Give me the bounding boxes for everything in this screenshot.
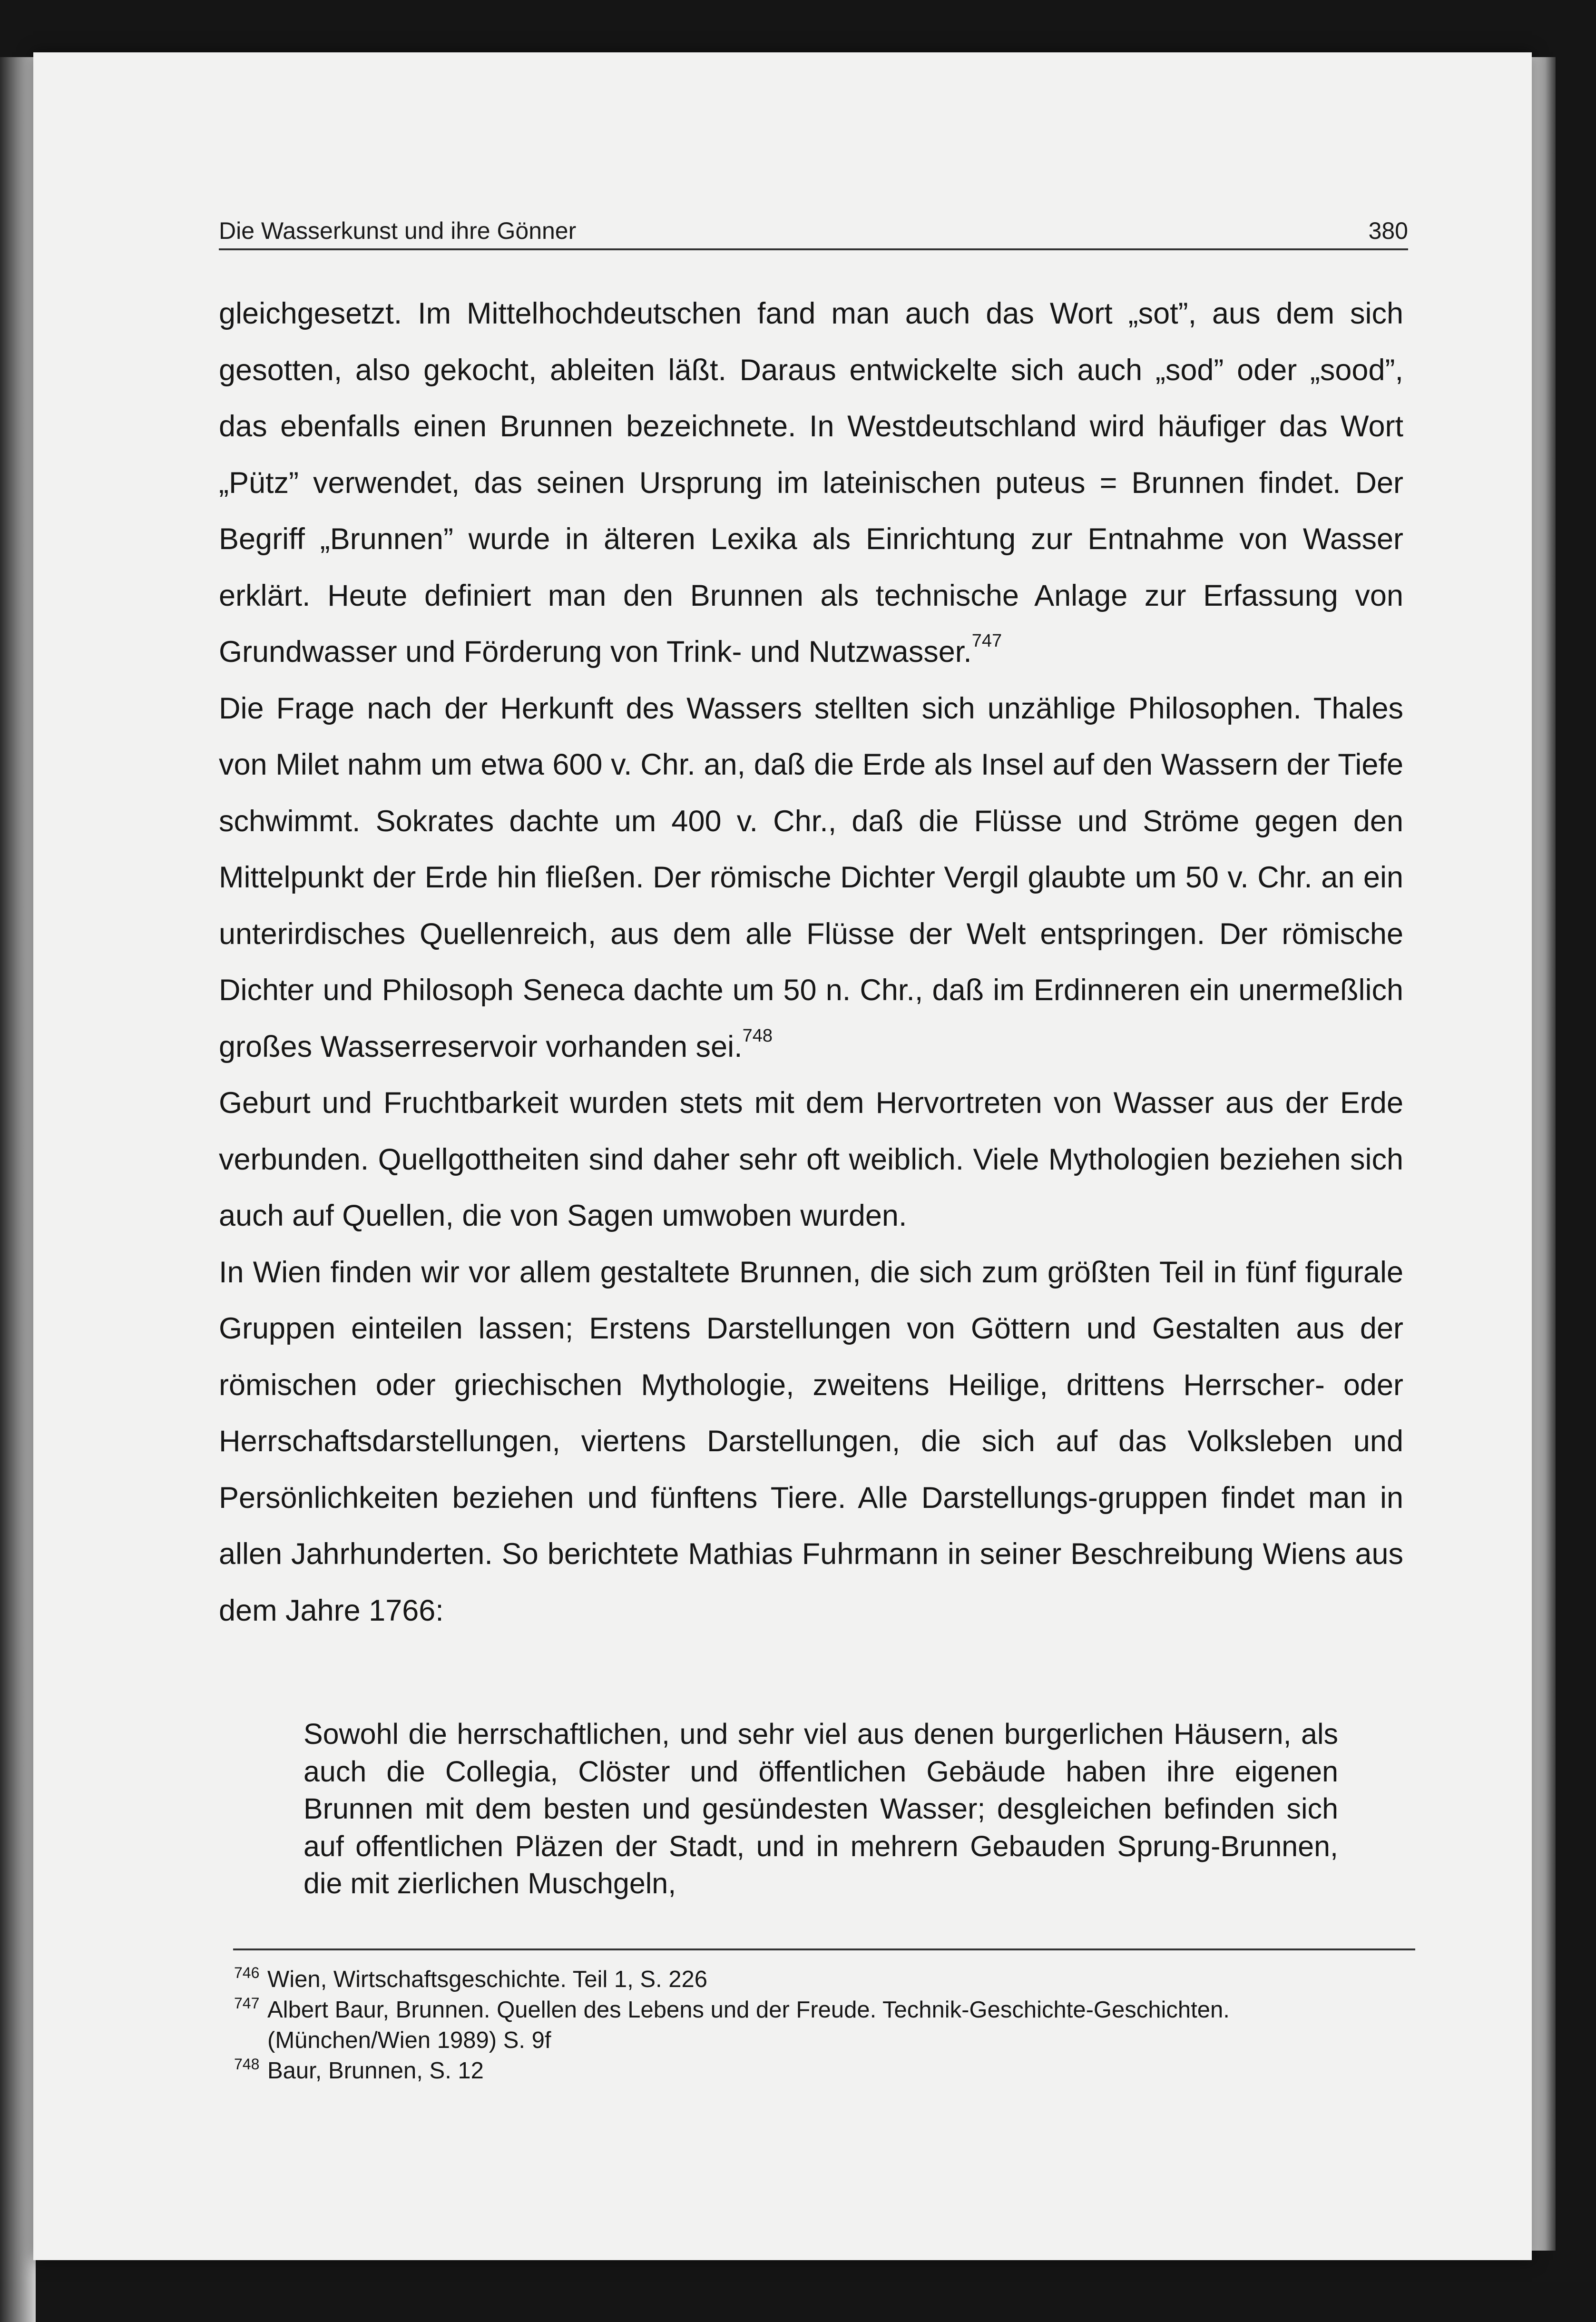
footnotes — [234, 1964, 1414, 2086]
page-stack-edge — [1529, 57, 1556, 2251]
paragraph-text: gleichgesetzt. Im Mittelhochdeutschen fand man auch das Wort „sot”, aus dem sich gesotten, also gekocht, ableiten läßt. Daraus entwickelte sich auch „sod” oder „sood”, das ebenfalls einen Brunnen bezeichnete. In Westdeutschland wird häufiger das Wort „Pütz” verwendet, das seinen Ursprung im lateinischen puteus = Brunnen findet. Der Begriff „Brunnen” wurde in älteren Lexika als Einrichtung zur Entnahme von Wasser erklärt. Heute definiert man den Brunnen als technische Anlage zur Erfassung von Grundwasser und Förderung von Trink- und Nutzwasser. — [219, 297, 1403, 669]
footnote-divider — [233, 1948, 1415, 1950]
footnote-line: Baur, Brunnen, S. 12 — [267, 2058, 484, 2084]
footnote-text — [267, 1995, 1414, 2056]
footnote — [234, 1995, 1414, 2056]
footnote-number: 747 — [234, 1995, 260, 2012]
footnote-line: Wien, Wirtschaftsgeschichte. Teil 1, S. 226 — [267, 1967, 708, 1992]
header-title: Die Wasserkunst und ihre Gönner — [219, 217, 577, 244]
block-quote — [304, 1715, 1338, 1902]
footnote-reference: 747 — [971, 631, 1002, 651]
footnote-reference: 748 — [742, 1025, 773, 1046]
footnote-line: Albert Baur, Brunnen. Quellen des Lebens und der Freude. Technik-Geschichte-Geschichten. — [267, 1997, 1230, 2023]
footnote-line: (München/Wien 1989) S. 9f — [267, 2027, 551, 2053]
paragraph — [219, 680, 1403, 1075]
paragraph — [219, 1075, 1403, 1244]
footnote-text — [267, 1964, 1414, 1995]
footnote-number: 748 — [234, 2056, 260, 2073]
footnote-number: 746 — [234, 1964, 260, 1981]
paragraph — [219, 285, 1403, 680]
body-text — [219, 285, 1403, 1639]
paragraph-text: In Wien finden wir vor allem gestaltete Brunnen, die sich zum größten Teil in fünf figurale Gruppen einteilen lassen; Erstens Darstellungen von Göttern und Gestalten aus der römischen oder griechischen Mythologie, zweitens Heilige, drittens Herrscher- oder Herrschaftsdarstellungen, viertens Darstellungen, die sich auf das Volksleben und Persönlichkeiten beziehen und fünftens Tiere. Alle Darstellungs-gruppen findet man in allen Jahrhunderten. So berichtete Mathias Fuhrmann in seiner Beschreibung Wiens aus dem Jahre 1766: — [219, 1255, 1403, 1627]
footnote — [234, 2056, 1414, 2086]
paragraph — [219, 1244, 1403, 1639]
paragraph-text: Geburt und Fruchtbarkeit wurden stets mit dem Hervortreten von Wasser aus der Erde verbunden. Quellgottheiten sind daher sehr oft weiblich. Viele Mythologien beziehen sich auch auf Quellen, die von Sagen umwoben wurden. — [219, 1086, 1403, 1232]
footnote — [234, 1964, 1414, 1995]
running-header — [219, 214, 1408, 250]
page-number: 380 — [1368, 217, 1408, 244]
footnote-text — [267, 2056, 1414, 2086]
previous-page-edge — [0, 57, 36, 2322]
quote-text: Sowohl die herrschaftlichen, und sehr viel aus denen burgerlichen Häusern, als auch die Collegia, Clöster und öffentlichen Gebäude haben ihre eigenen Brunnen mit dem besten und gesündesten Wasser; desgleichen befinden sich auf offentlichen Pläzen der Stadt, und in mehrern Gebauden Sprung-Brunnen, die mit zierlichen Muschgeln, — [304, 1718, 1338, 1899]
paragraph-text: Die Frage nach der Herkunft des Wassers stellten sich unzählige Philosophen. Thales von Milet nahm um etwa 600 v. Chr. an, daß die Erde als Insel auf den Wassern der Tiefe schwimmt. Sokrates dachte um 400 v. Chr., daß die Flüsse und Ströme gegen den Mittelpunkt der Erde hin fließen. Der römische Dichter Vergil glaubte um 50 v. Chr. an ein unterirdisches Quellenreich, aus dem alle Flüsse der Welt entspringen. Der römische Dichter und Philosoph Seneca dachte um 50 n. Chr., daß im Erdinneren ein unermeßlich großes Wasserreservoir vorhanden sei. — [219, 691, 1403, 1063]
